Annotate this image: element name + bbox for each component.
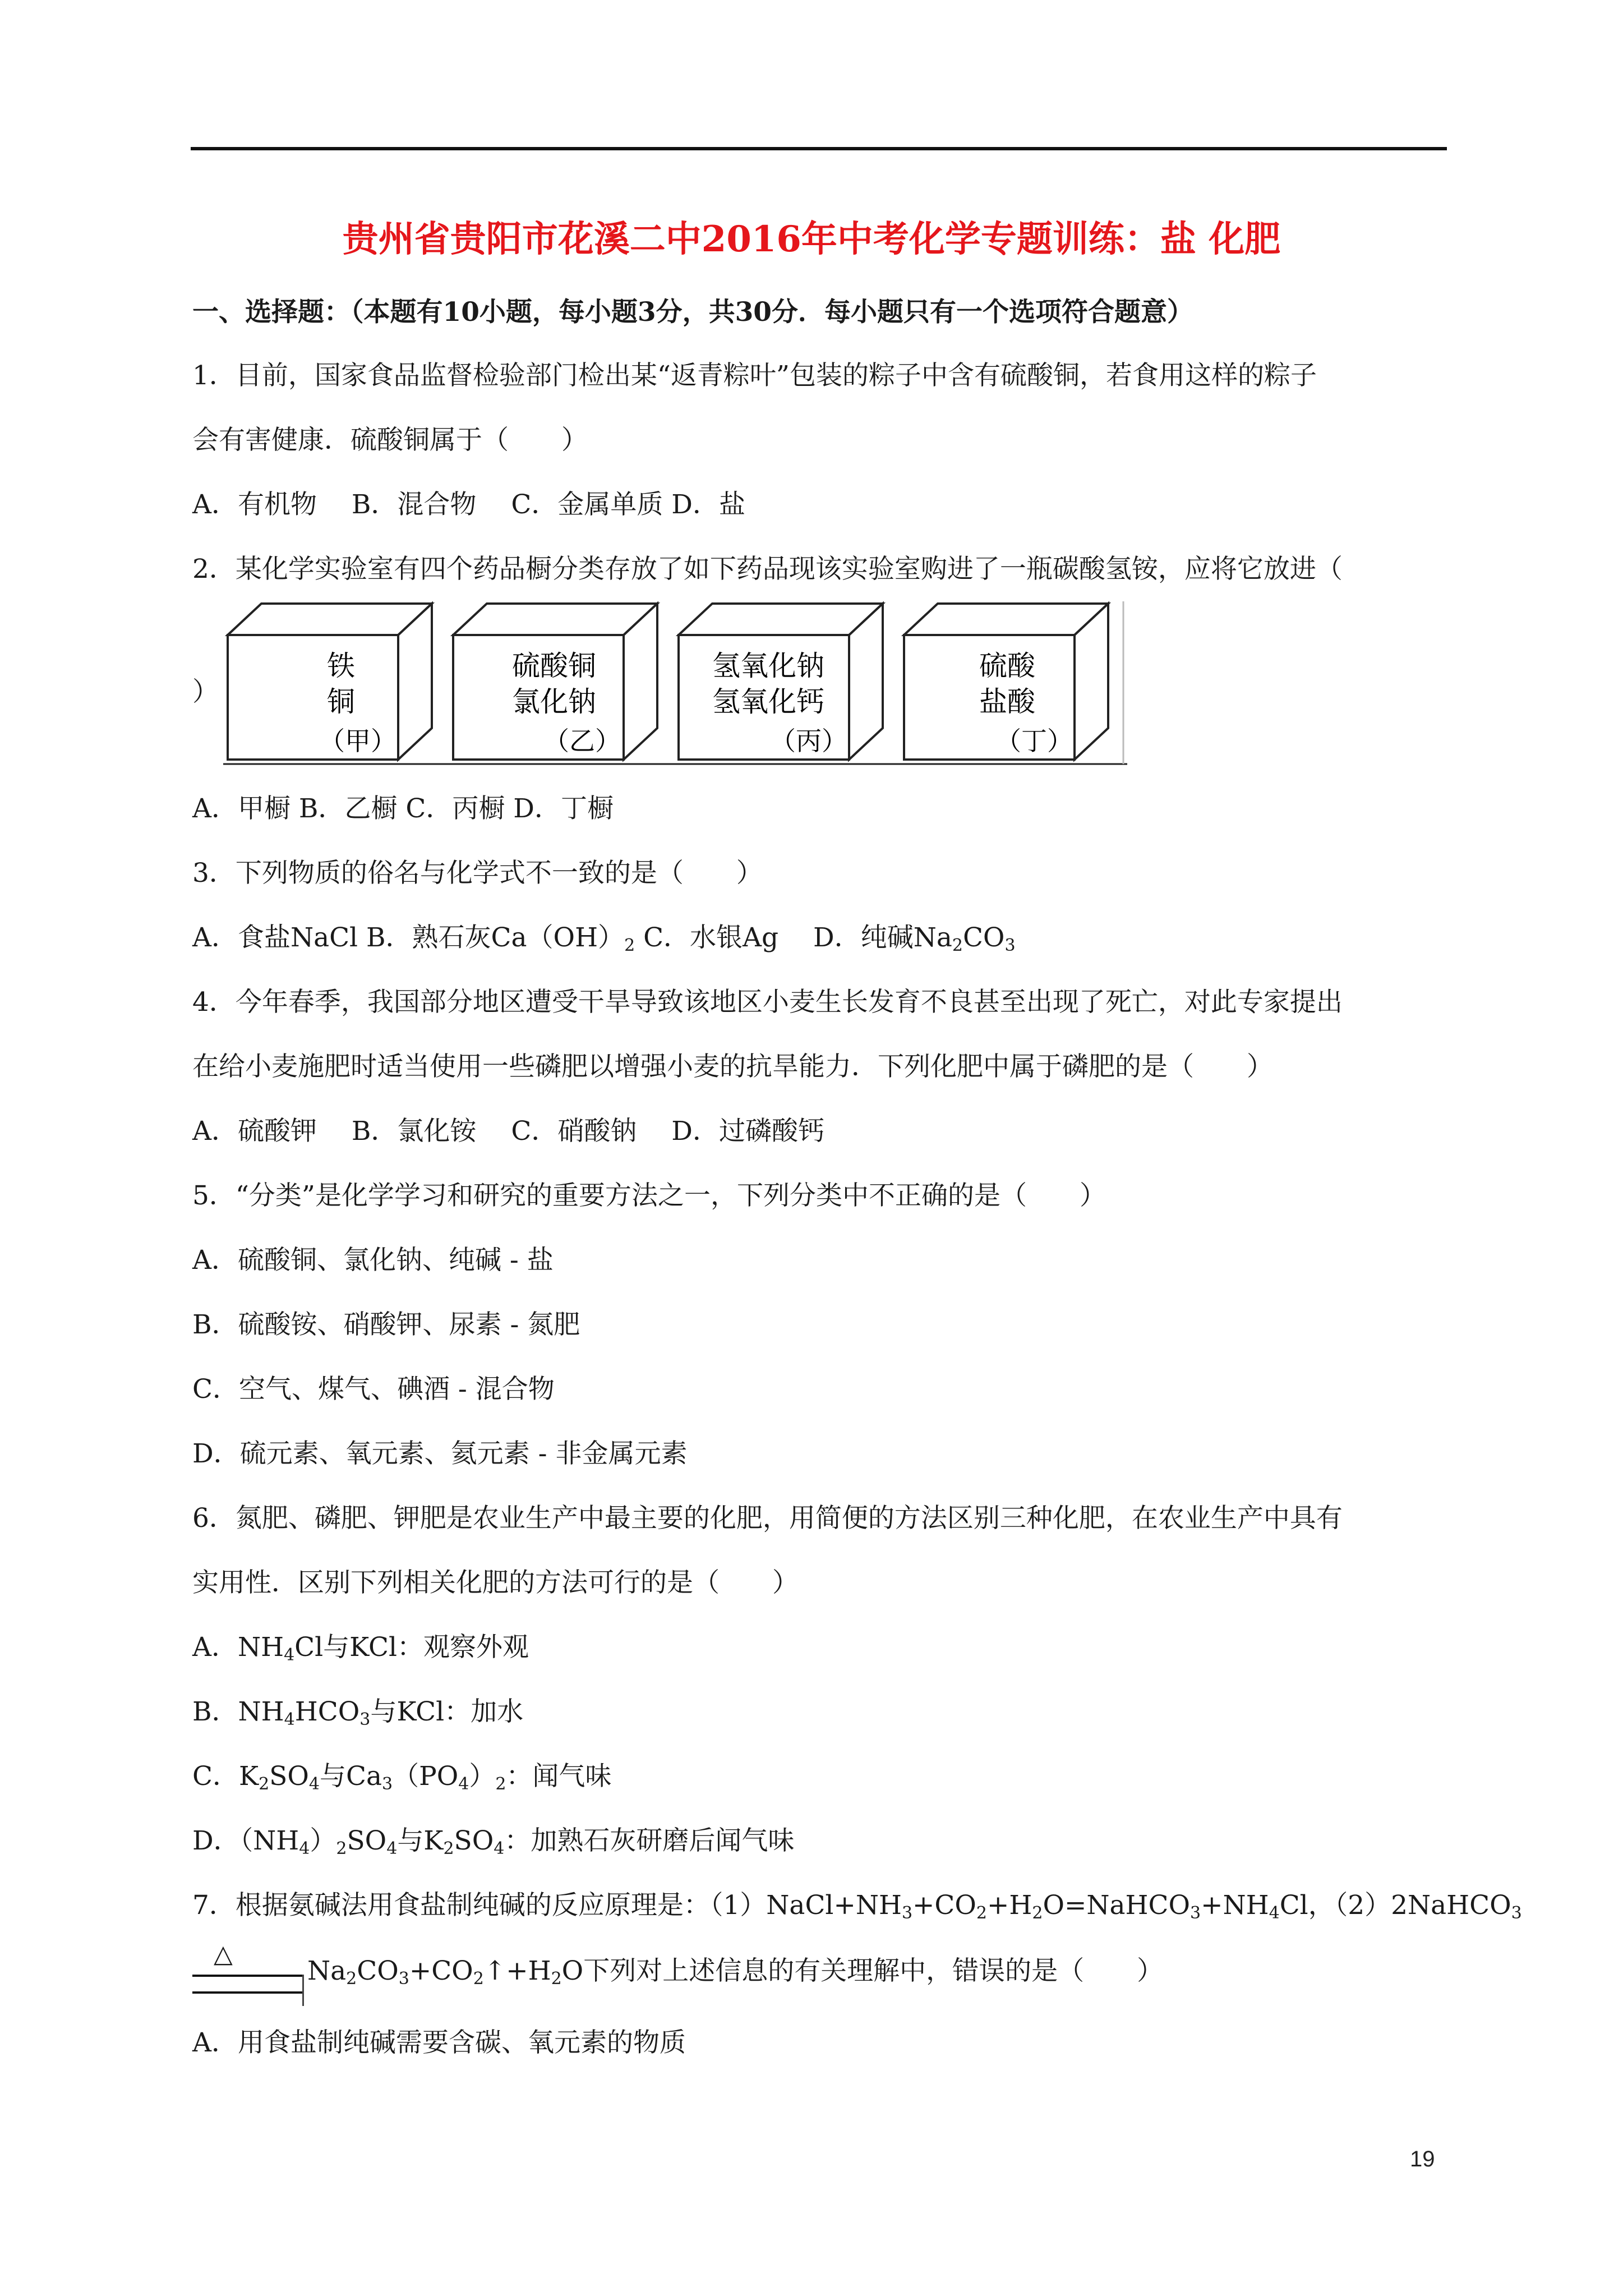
q6-option-d: D．$(NH_4)_2SO_4$与$K_2SO_4$：加熟石灰研磨后闻气味 (192, 1825, 795, 1858)
q5-line1: 5．“分类”是化学学习和研究的重要方法之一，下列分类中不正确的是（ ） (192, 1180, 1106, 1211)
cabinet-ding-tag: （丁） (995, 726, 1073, 756)
page-title: 贵州省贵阳市花溪二中2016年中考化学专题训练：盐 化肥 (342, 218, 1281, 260)
q6-option-a: A．$NH_4Cl$与KCl：观察外观 (192, 1632, 529, 1665)
q1-line1: 1．目前，国家食品监督检验部门检出某“返青粽叶”包装的粽子中含有硫酸铜，若食用这样的粽子 (192, 360, 1317, 391)
cabinet-bing-tag: （丙） (770, 726, 847, 756)
cabinet-yi-line1: 硫酸铜 (512, 650, 596, 682)
cabinet-jia (228, 604, 432, 760)
cabinet-yi-line2: 氯化钠 (512, 685, 596, 718)
q7-option-a: A．用食盐制纯碱需要含碳、氧元素的物质 (192, 2027, 686, 2058)
q6-option-c: C．$K_2SO_4$与$Ca_3(PO_4)_2$：闻气味 (192, 1761, 612, 1794)
q6-option-b: B．$NH_4HCO_3$与KCl：加水 (192, 1696, 524, 1729)
q6-line2: 实用性．区别下列相关化肥的方法可行的是（ ） (192, 1567, 799, 1598)
q3-line1: 3．下列物质的俗名与化学式不一致的是（ ） (192, 858, 763, 889)
cabinet-bing (679, 604, 883, 760)
q4-options: A．硫酸钾 B．氯化铵 C．硝酸钠 D．过磷酸钙 (192, 1116, 824, 1147)
q5-option-a: A．硫酸铜、氯化钠、纯碱 - 盐 (192, 1245, 554, 1276)
cabinet-bing-line2: 氢氧化钙 (712, 685, 824, 718)
q7-line1: 7．根据氨碱法用食盐制纯碱的反应原理是：$(1)NaCl+NH_3+CO_2+H_2O=NaHCO_3+NH_4Cl$，（2）2NaHCO$_3$ (192, 1890, 1522, 1923)
q7-line2: $Na_2CO_3+CO_2↑+H_2O$下列对上述信息的有关理解中，错误的是（ ） (307, 1955, 1164, 1989)
q5-option-b: B．硫酸铵、硝酸钾、尿素 - 氮肥 (192, 1309, 580, 1340)
cabinet-ding (904, 604, 1108, 760)
q4-line2: 在给小麦施肥时适当使用一些磷肥以增强小麦的抗旱能力．下列化肥中属于磷肥的是（ ） (192, 1051, 1273, 1082)
q4-line1: 4．今年春季，我国部分地区遭受干旱导致该地区小麦生长发育不良甚至出现了死亡，对此专家提出 (192, 987, 1343, 1018)
q2-line2: ） (192, 677, 219, 707)
q5-option-c: C．空气、煤气、碘酒 - 混合物 (192, 1374, 555, 1405)
cabinet-jia-line1: 铁 (327, 650, 355, 682)
q2-options: A．甲橱 B．乙橱 C．丙橱 D．丁橱 (192, 793, 614, 824)
cabinet-jia-tag: （甲） (319, 726, 396, 756)
cabinet-yi-tag: （乙） (543, 726, 621, 756)
q5-option-d: D．硫元素、氧元素、氦元素 - 非金属元素 (192, 1438, 688, 1469)
heating-condition-sign (192, 1940, 305, 2007)
q1-line2: 会有害健康．硫酸铜属于（ ） (192, 425, 588, 455)
cabinet-bing-line1: 氢氧化钠 (712, 650, 824, 682)
cabinet-ding-line1: 硫酸 (979, 650, 1035, 682)
heat-triangle-icon: △ (214, 1940, 233, 1968)
cabinet-ding-line2: 盐酸 (979, 685, 1035, 718)
q2-line1: 2．某化学实验室有四个药品橱分类存放了如下药品现该实验室购进了一瓶碳酸氢铵，应将它放进（ (192, 554, 1343, 585)
cabinet-jia-line2: 铜 (327, 685, 355, 718)
cabinet-yi (453, 604, 657, 760)
cabinet-figure (223, 601, 1127, 767)
section-heading: 一、选择题：（本题有10小题，每小题3分，共30分．每小题只有一个选项符合题意） (192, 297, 1194, 328)
page-number: 19 (1410, 2147, 1435, 2171)
q6-line1: 6．氮肥、磷肥、钾肥是农业生产中最主要的化肥，用简便的方法区别三种化肥，在农业生产中具有 (192, 1503, 1343, 1534)
q1-options: A．有机物 B．混合物 C．金属单质 D．盐 (192, 489, 745, 520)
q3-options: A．食盐NaCl B．熟石灰$Ca(OH)_2$ C．水银Ag D．纯碱$Na_2CO_3$ (192, 922, 1016, 955)
header-rule (191, 147, 1447, 150)
